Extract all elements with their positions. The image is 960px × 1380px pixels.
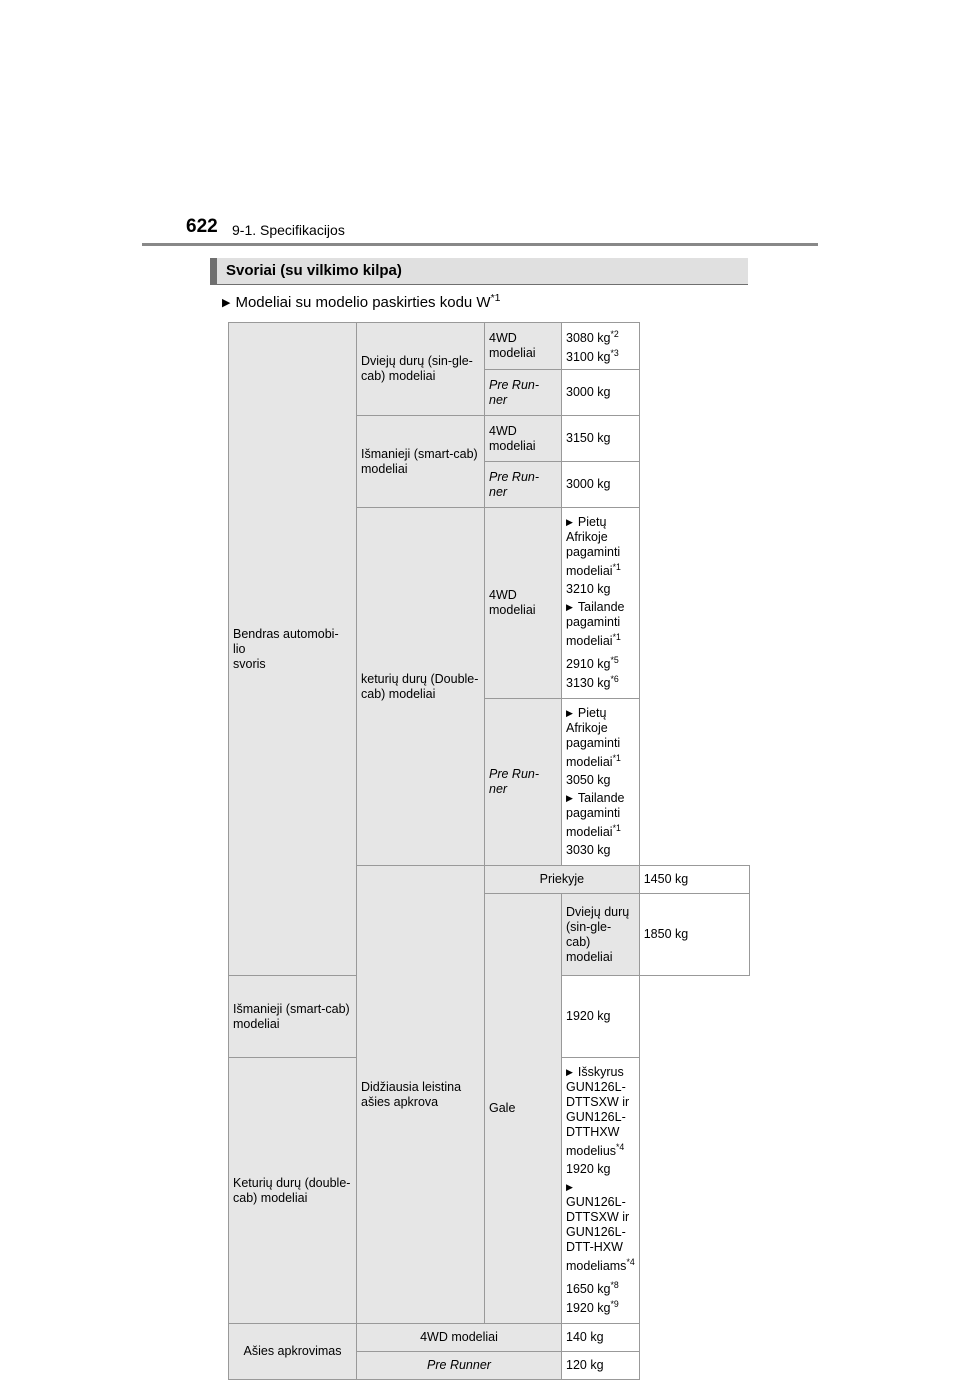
triangle-bullet-icon: ▶ bbox=[222, 297, 231, 309]
load-prerunner-label: Pre Runner bbox=[357, 1351, 562, 1379]
gross-weight-label: Bendras automobi- lio svoris bbox=[229, 323, 357, 976]
heading-bar bbox=[210, 258, 748, 284]
header-divider bbox=[142, 243, 818, 246]
front-axle-value: 1450 kg bbox=[639, 866, 749, 894]
subheading-text: Modeliai su modelio paskirties kodu W bbox=[235, 294, 491, 311]
triangle-bullet-icon: ▶ bbox=[566, 1182, 573, 1193]
front-axle-label: Priekyje bbox=[485, 866, 640, 894]
load-prerunner-value: 120 kg bbox=[562, 1351, 640, 1379]
section-title: 9-1. Specifikacijos bbox=[232, 222, 345, 238]
triangle-bullet-icon: ▶ bbox=[566, 707, 573, 718]
double-prerunner-value: ▶ Pietų Afrikoje pagaminti modeliai$^{*1}$ 3050 kg ▶ Tailande pagaminti modeliai$^{*1}$ 3030 kg bbox=[562, 698, 640, 865]
rear-smart-cab-label: Išmanieji (smart-cab) modeliai bbox=[229, 976, 357, 1058]
rear-smart-cab-value: 1920 kg bbox=[562, 976, 640, 1058]
double-4wd-value: ▶ Pietų Afrikoje pagaminti modeliai$^{*1}$ 3210 kg ▶ Tailande pagaminti modeliai$^{*1}$ 2910 $kg^{*5}$ 3130 $kg^{*6}$ bbox=[562, 508, 640, 699]
page-number: 622 bbox=[186, 216, 218, 237]
heading-marker bbox=[210, 258, 217, 284]
smart-cab-label: Išmanieji (smart-cab) modeliai bbox=[357, 416, 485, 508]
double-4wd-label: 4WD modeliai bbox=[485, 508, 562, 699]
max-axle-load-label: Didžiausia leistina ašies apkrova bbox=[357, 866, 485, 1324]
smart-4wd-label: 4WD modeliai bbox=[485, 416, 562, 462]
triangle-bullet-icon: ▶ bbox=[566, 517, 573, 528]
triangle-bullet-icon: ▶ bbox=[566, 793, 573, 804]
smart-4wd-value: 3150 kg bbox=[562, 416, 640, 462]
subheading bbox=[222, 292, 501, 311]
single-4wd-value: 3080 $kg^{*2}$ 3100 $kg^{*3}$ bbox=[562, 323, 640, 370]
load-4wd-label: 4WD modeliai bbox=[357, 1323, 562, 1351]
single-4wd-label: 4WD modeliai bbox=[485, 323, 562, 370]
single-cab-label: Dviejų durų (sin-gle-cab) modeliai bbox=[357, 323, 485, 416]
smart-prerunner-value: 3000 kg bbox=[562, 462, 640, 508]
axle-load-label: Ašies apkrovimas bbox=[229, 1323, 357, 1379]
single-prerunner-value: 3000 kg bbox=[562, 370, 640, 416]
subheading-footnote: *1 bbox=[490, 292, 501, 304]
triangle-bullet-icon: ▶ bbox=[566, 602, 573, 613]
rear-single-cab-value: 1850 kg bbox=[639, 894, 749, 976]
rear-double-cab-label: Keturių durų (double-cab) modeliai bbox=[229, 1058, 357, 1324]
heading-underline bbox=[210, 284, 748, 285]
single-prerunner-label: Pre Run-ner bbox=[485, 370, 562, 416]
load-4wd-value: 140 kg bbox=[562, 1323, 640, 1351]
rear-axle-label: Gale bbox=[485, 894, 562, 1324]
triangle-bullet-icon: ▶ bbox=[566, 1067, 573, 1078]
rear-double-cab-value: ▶ Išskyrus GUN126L-DTTSXW ir GUN126L-DTTHXW modelius$^{*4}$ 1920 kg ▶GUN126L-DTTSXW ir GUN126L-DTT-HXW modeliams$^{*4}$ 1650 $kg^{*8}$ 1920 $kg^{*9}$ bbox=[562, 1058, 640, 1324]
double-prerunner-label: Pre Run-ner bbox=[485, 698, 562, 865]
smart-prerunner-label: Pre Run-ner bbox=[485, 462, 562, 508]
rear-single-cab-label: Dviejų durų (sin-gle-cab) modeliai bbox=[562, 894, 640, 976]
heading-title: Svoriai (su vilkimo kilpa) bbox=[226, 262, 402, 279]
weights-table bbox=[228, 322, 750, 1380]
double-cab-label: keturių durų (Double-cab) modeliai bbox=[357, 508, 485, 866]
